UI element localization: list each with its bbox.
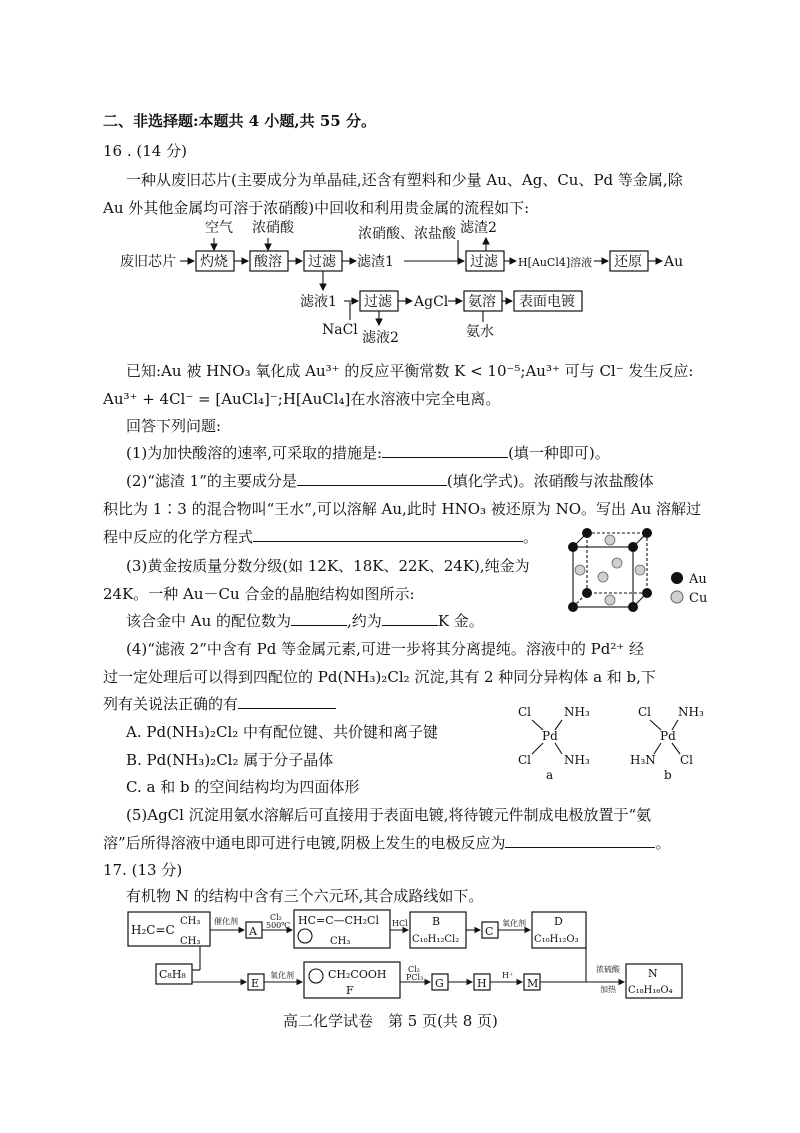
q16-process-flowchart <box>0 0 800 345</box>
flow-reduce: 还原 <box>614 254 642 270</box>
q16-part3-text: 该合金中 Au 的配位数为 <box>126 612 292 630</box>
flow-conc-hno3: 浓硝酸 <box>252 220 294 236</box>
M: M <box>527 977 539 990</box>
q16-part3-tail: K 金。 <box>437 612 484 630</box>
F: F <box>346 984 354 997</box>
G: G <box>435 977 444 990</box>
q16-intro-line2: Au 外其他金属均可溶于浓硝酸)中回收和利用贵金属的流程如下: <box>103 199 530 217</box>
oxidant-1: 氧化剂 <box>502 919 526 928</box>
flow-acid-dissolve: 酸溶 <box>254 254 282 270</box>
flow-au: Au <box>664 254 684 270</box>
flow-filter-2: 过滤 <box>470 254 498 270</box>
N: N <box>648 967 658 980</box>
isomer-a-label: a <box>546 768 554 780</box>
flow-ammonia-dissolve: 氨溶 <box>468 294 496 310</box>
question-17-number: 17. (13 分) <box>103 861 183 879</box>
crystal-cell-diagram <box>565 525 725 620</box>
flow-plating: 表面电镀 <box>519 294 575 310</box>
page-footer: 高二化学试卷 第 5 页(共 8 页) <box>283 1012 498 1030</box>
flow-filtrate1: 滤液1 <box>300 294 337 310</box>
q16-part3-blank2[interactable] <box>382 610 438 626</box>
q16-part4-line2: 过一定处理后可以得到四配位的 Pd(NH₃)₂Cl₂ 沉淀,其有 2 种同分异构体 a 和 b,下 <box>103 668 656 686</box>
isomer-a-tr: NH₃ <box>564 705 590 719</box>
flow-residue2-top: 滤渣2 <box>460 220 497 236</box>
heat: 加热 <box>600 985 616 994</box>
q16-part4-line1: (4)“滤液 2”中含有 Pd 等金属元素,可进一步将其分离提纯。溶液中的 Pd²⁺ 经 <box>126 640 645 658</box>
isomer-a-bl: Cl <box>518 753 532 767</box>
flow-nacl: NaCl <box>322 322 358 338</box>
q16-part3-blank1[interactable] <box>291 610 347 626</box>
q16-part2-text3: 程中反应的化学方程式 <box>103 528 254 546</box>
isomer-a <box>518 705 590 780</box>
cl2-1: Cl₂ <box>270 913 282 922</box>
F-struct: CH₂COOH <box>328 968 387 981</box>
flow-ammonia: 氨水 <box>466 324 494 340</box>
legend-au: Au <box>689 572 707 587</box>
hplus: H⁺ <box>502 971 514 980</box>
flow-filter-3: 过滤 <box>364 294 392 310</box>
q16-part2-line1 <box>126 470 654 492</box>
q16-part1 <box>126 442 610 464</box>
pcl3: PCl₃ <box>406 973 424 982</box>
C: C <box>485 925 494 938</box>
q16-part4-blank[interactable] <box>238 693 336 709</box>
cl2-2: Cl₂ <box>408 965 420 974</box>
flow-air: 空气 <box>205 220 233 236</box>
q16-part1-tail: (填一种即可)。 <box>508 444 610 462</box>
legend-au-dot <box>671 572 683 584</box>
legend-cu: Cu <box>689 591 708 606</box>
q16-part5-line1: (5)AgCl 沉淀用氨水溶解后可直接用于表面电镀,将待镀元件制成电极放置于“氨 <box>126 806 652 824</box>
flow-burn: 灼烧 <box>200 254 228 270</box>
hcl: HCl <box>392 919 408 928</box>
q16-part4-line3 <box>103 693 336 715</box>
q16-part3-line3 <box>126 610 484 632</box>
q16-part1-blank[interactable] <box>382 442 508 458</box>
isomer-b-tl: Cl <box>638 705 652 719</box>
isomer-a-br: NH₃ <box>564 753 590 767</box>
q16-part2-line2: 积比为 1∶3 的混合物叫“王水”,可以溶解 Au,此时 HNO₃ 被还原为 NO。写出 Au 溶解过 <box>103 500 702 518</box>
q17-intro: 有机物 N 的结构中含有三个六元环,其合成路线如下。 <box>126 887 484 905</box>
B: B <box>432 915 441 928</box>
q16-part2-line3 <box>103 526 538 548</box>
sm1-base: H₂C=C <box>131 923 175 937</box>
D-formula: C₁₀H₁₂O₃ <box>534 934 579 945</box>
allyl: HC=C—CH₂Cl <box>298 914 379 927</box>
temp: 500℃ <box>266 921 291 930</box>
q16-part1-text: (1)为加快酸溶的速率,可采取的措施是: <box>126 444 383 462</box>
q16-part5-end: 。 <box>655 834 671 852</box>
c8h8: C₈H₈ <box>159 968 186 981</box>
H: H <box>477 977 487 990</box>
q16-part3-line2: 24K。一种 Au－Cu 合金的晶胞结构如图所示: <box>103 585 415 603</box>
q16-part2-text: (2)“滤渣 1”的主要成分是 <box>126 472 297 490</box>
isomer-b-bl: H₃N <box>630 753 656 767</box>
isomer-b <box>630 705 704 780</box>
oxidant-2: 氧化剂 <box>270 971 294 980</box>
q16-answer-prompt: 回答下列问题: <box>126 417 222 435</box>
flow-filter-1: 过滤 <box>308 254 336 270</box>
q16-intro-line1: 一种从废旧芯片(主要成分为单晶硅,还含有塑料和少量 Au、Ag、Cu、Pd 等金属,除 <box>126 171 683 189</box>
flow-product: H[AuCl4]溶液 <box>518 256 593 269</box>
isomer-b-center: Pd <box>660 729 676 743</box>
flow-mixed-acid: 浓硝酸、浓盐酸 <box>358 226 456 242</box>
A: A <box>249 925 257 938</box>
q16-known-line2: Au³⁺ + 4Cl⁻ = [AuCl₄]⁻;H[AuCl₄]在水溶液中完全电离。 <box>103 390 501 408</box>
q16-part3-line1: (3)黄金按质量分数分级(如 12K、18K、22K、24K),纯金为 <box>126 557 530 575</box>
question-16-number: 16 . (14 分) <box>103 142 187 160</box>
option-b: B. Pd(NH₃)₂Cl₂ 属于分子晶体 <box>126 751 334 769</box>
N-formula: C₁₈H₁₆O₄ <box>628 985 673 996</box>
sm1-ch3b: CH₃ <box>180 936 201 947</box>
B-formula: C₁₀H₁₂Cl₂ <box>412 934 460 945</box>
option-a: A. Pd(NH₃)₂Cl₂ 中有配位键、共价键和离子键 <box>126 723 439 741</box>
catalyst-1: 催化剂 <box>214 917 238 926</box>
E: E <box>251 977 260 990</box>
q16-part4-text: 列有关说法正确的有 <box>103 695 239 713</box>
h2so4: 浓硫酸 <box>596 965 620 974</box>
isomer-b-br: Cl <box>680 753 694 767</box>
q16-part2-blank2[interactable] <box>253 526 523 542</box>
q16-known-line1: 已知:Au 被 HNO₃ 氧化成 Au³⁺ 的反应平衡常数 K < 10⁻⁵;Au³⁺ 可与 Cl⁻ 发生反应: <box>126 362 694 380</box>
q16-part2-end: 。 <box>523 528 539 546</box>
isomer-b-tr: NH₃ <box>678 705 704 719</box>
legend-cu-dot <box>671 591 683 603</box>
flow-residue1: 滤渣1 <box>357 254 394 270</box>
q16-part5-line2 <box>103 832 670 854</box>
q16-part5-blank[interactable] <box>505 832 655 848</box>
isomer-b-label: b <box>664 768 672 780</box>
option-c: C. a 和 b 的空间结构均为四面体形 <box>126 778 360 796</box>
pd-isomers-diagram <box>510 700 730 780</box>
isomer-a-center: Pd <box>542 729 558 743</box>
q17-synthesis-route <box>0 900 800 1000</box>
sm1-ch3a: CH₃ <box>180 916 201 927</box>
flow-agcl: AgCl <box>414 294 449 310</box>
allyl-ch3: CH₃ <box>330 936 351 947</box>
flow-filtrate2: 滤液2 <box>362 330 399 345</box>
section-heading: 二、非选择题:本题共 4 小题,共 55 分。 <box>103 112 376 130</box>
q16-part2-text2: (填化学式)。浓硝酸与浓盐酸体 <box>446 472 654 490</box>
isomer-a-tl: Cl <box>518 705 532 719</box>
flow-start: 废旧芯片 <box>120 254 176 270</box>
q16-part2-blank1[interactable] <box>297 470 447 486</box>
q16-part5-text: 溶”后所得溶液中通电即可进行电镀,阴极上发生的电极反应为 <box>103 834 506 852</box>
D: D <box>554 915 563 928</box>
q16-part3-text2: ,约为 <box>347 612 382 630</box>
